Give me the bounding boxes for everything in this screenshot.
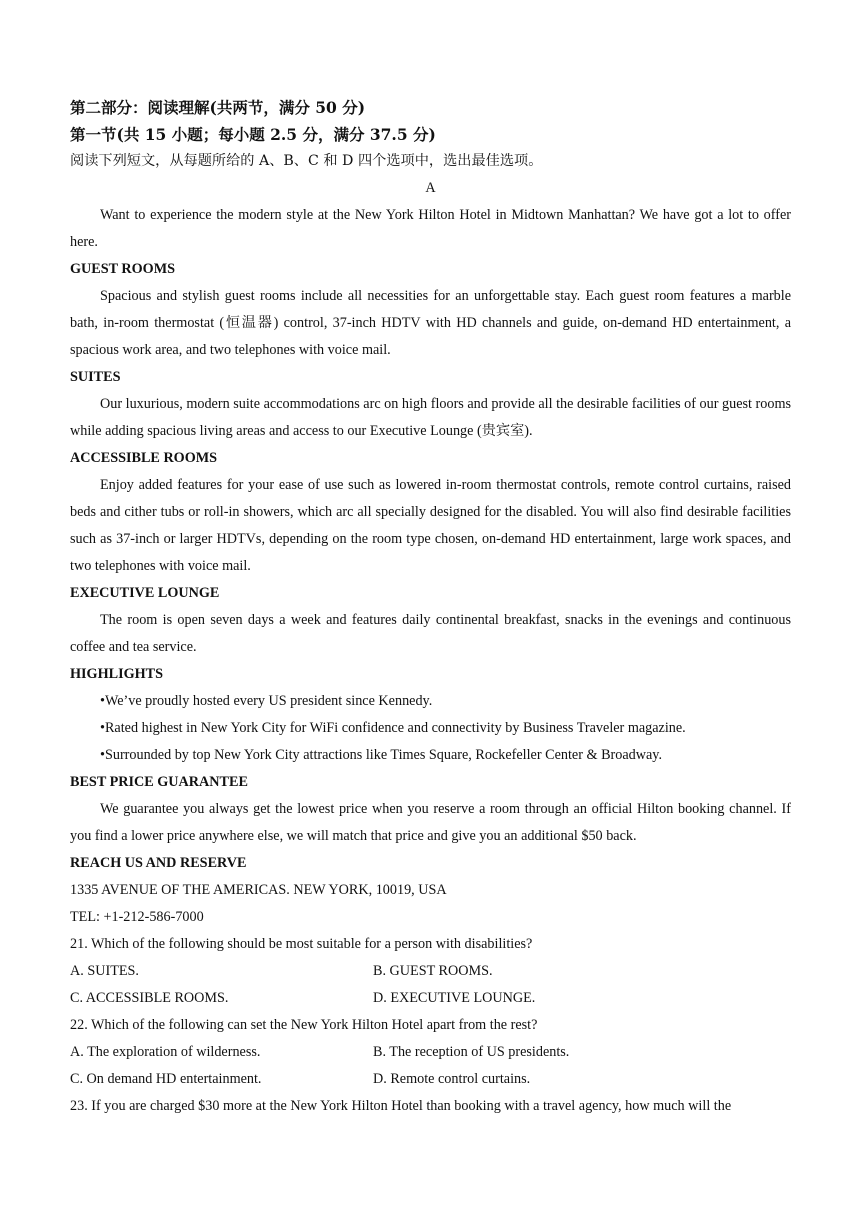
section-text-guest-rooms: Spacious and stylish guest rooms include all necessities for an unforgettable stay. Each guest room features a marble bath, in-room thermostat (恒温器) control, 37-inch HDTV with HD channels and guide, on-demand HD entertainment, a spacious work area, and two telephones with voice mail. [70, 288, 791, 358]
section-heading-accessible-rooms: ACCESSIBLE ROOMS [70, 450, 218, 466]
question-stem-21: 21. Which of the following should be most suitable for a person with disabilities? [70, 936, 533, 952]
option-a: A. The exploration of wilderness. [70, 1044, 261, 1060]
highlight-item: •Rated highest in New York City for WiFi confidence and connectivity by Business Traveler magazine. [100, 720, 686, 736]
address: 1335 AVENUE OF THE AMERICAS. NEW YORK, 10019, USA [70, 882, 447, 898]
options-row [70, 1039, 791, 1066]
option-d: D. EXECUTIVE LOUNGE. [373, 990, 536, 1006]
question-stem-22: 22. Which of the following can set the New York Hilton Hotel apart from the rest? [70, 1017, 538, 1033]
section-text-executive-lounge: The room is open seven days a week and features daily continental breakfast, snacks in the evenings and continuous coffee and tea service. [70, 612, 791, 655]
option-d: D. Remote control curtains. [373, 1071, 531, 1087]
option-c: C. On demand HD entertainment. [70, 1071, 262, 1087]
section-heading-suites: SUITES [70, 369, 121, 385]
option-b: B. GUEST ROOMS. [373, 963, 493, 979]
best-price-text: We guarantee you always get the lowest price when you reserve a room through an official Hilton booking channel. If you find a lower price anywhere else, we will match that price and give you an additional $50 back. [70, 801, 791, 844]
options-row [70, 958, 791, 985]
telephone: TEL: +1-212-586-7000 [70, 909, 204, 925]
highlight-item: •Surrounded by top New York City attractions like Times Square, Rockefeller Center & Broadway. [100, 747, 663, 763]
reach-heading: REACH US AND RESERVE [70, 855, 247, 871]
passage-intro: Want to experience the modern style at the New York Hilton Hotel in Midtown Manhattan? We have got a lot to offer here. [70, 207, 791, 250]
highlights-heading: HIGHLIGHTS [70, 666, 164, 682]
exam-page [70, 94, 791, 1120]
passage-label: A [425, 180, 436, 196]
option-b: B. The reception of US presidents. [373, 1044, 570, 1060]
option-c: C. ACCESSIBLE ROOMS. [70, 990, 229, 1006]
section-text-accessible-rooms: Enjoy added features for your ease of use such as lowered in-room thermostat controls, remote control curtains, raised beds and cither tubs or roll-in showers, which arc all specially designed for the disabled. You will also find desirable facilities such as 37-inch or larger HDTVs, depending on the room type chosen, on-demand HD entertainment, large work spaces, and two telephones with voice mail. [70, 477, 791, 574]
section-heading-guest-rooms: GUEST ROOMS [70, 261, 175, 277]
part-title: 第二部分：阅读理解(共两节，满分 50 分) [70, 98, 366, 117]
highlight-item: •We’ve proudly hosted every US president since Kennedy. [100, 693, 433, 709]
section-title: 第一节(共 15 小题；每小题 2.5 分，满分 37.5 分) [70, 125, 436, 144]
best-price-heading: BEST PRICE GUARANTEE [70, 774, 248, 790]
option-a: A. SUITES. [70, 963, 139, 979]
question-stem-23: 23. If you are charged $30 more at the New York Hilton Hotel than booking with a travel agency, how much will the [70, 1098, 732, 1114]
options-row [70, 1066, 791, 1093]
section-text-suites: Our luxurious, modern suite accommodations arc on high floors and provide all the desirable facilities of our guest rooms while adding spacious living areas and access to our Executive Lounge (贵宾室). [70, 396, 791, 439]
section-heading-executive-lounge: EXECUTIVE LOUNGE [70, 585, 220, 601]
instructions: 阅读下列短文，从每题所给的 A、B、C 和 D 四个选项中，选出最佳选项。 [70, 153, 543, 169]
options-row [70, 985, 791, 1012]
